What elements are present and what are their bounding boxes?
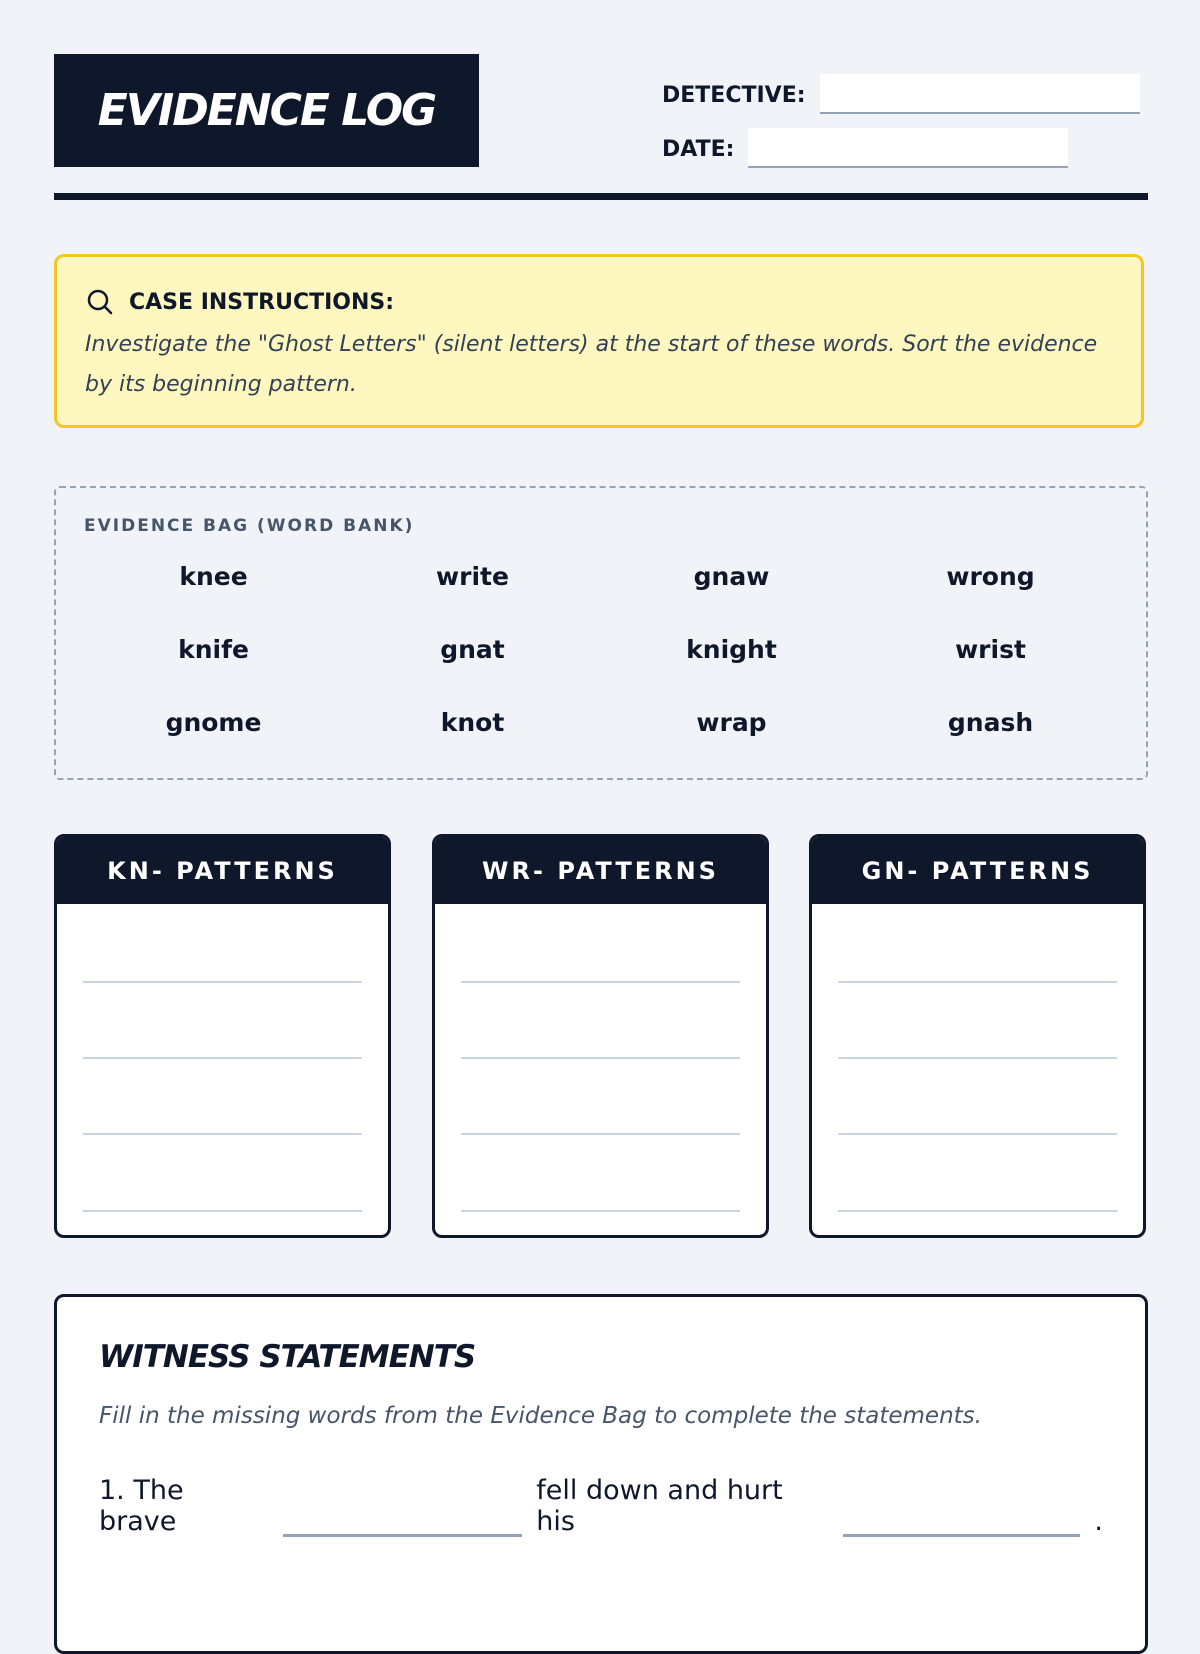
kn-patterns-column: [54, 834, 391, 1238]
wr-patterns-column: [432, 834, 769, 1238]
detective-input[interactable]: [820, 74, 1140, 114]
kn-patterns-header: KN- PATTERNS: [57, 837, 388, 904]
date-label: DATE:: [662, 137, 735, 162]
word-item: gnat: [440, 635, 505, 664]
gn-patterns-column: [809, 834, 1146, 1238]
answer-line[interactable]: [838, 981, 1117, 983]
statement-text: .: [1094, 1506, 1103, 1537]
word-bank-grid: [84, 540, 1120, 759]
witness-title: WITNESS STATEMENTS: [99, 1339, 476, 1375]
wr-patterns-header: WR- PATTERNS: [435, 837, 766, 904]
date-input[interactable]: [748, 128, 1068, 168]
witness-statements: [54, 1294, 1148, 1654]
word-item: wrap: [696, 708, 767, 737]
word-item: wrong: [946, 562, 1035, 591]
title-banner: [54, 54, 479, 167]
instructions-title: CASE INSTRUCTIONS:: [129, 289, 395, 315]
case-instructions: [54, 254, 1144, 428]
answer-line[interactable]: [461, 1210, 740, 1212]
word-item: wrist: [955, 635, 1026, 664]
answer-line[interactable]: [838, 1133, 1117, 1135]
word-bank-title: EVIDENCE BAG (WORD BANK): [84, 516, 415, 536]
worksheet-page: [54, 54, 1148, 1537]
detective-field-row: [662, 74, 1140, 114]
fill-in-blank[interactable]: [843, 1500, 1080, 1537]
word-item: knot: [440, 708, 505, 737]
header-divider: [54, 193, 1148, 200]
detective-label: DETECTIVE:: [662, 83, 806, 108]
answer-line[interactable]: [83, 981, 362, 983]
word-item: knife: [178, 635, 249, 664]
word-item: knee: [179, 562, 248, 591]
statement-text: fell down and hurt his: [536, 1475, 783, 1537]
answer-line[interactable]: [461, 981, 740, 983]
word-item: write: [436, 562, 509, 591]
instructions-body: Investigate the "Ghost Letters" (silent letters) at the start of these words. Sort the evidence by its beginning pattern.: [85, 332, 1098, 397]
fill-in-blank[interactable]: [283, 1500, 522, 1537]
date-field-row: [662, 128, 1068, 168]
statement-1: [99, 1475, 1103, 1537]
word-item: knight: [686, 635, 777, 664]
instructions-header: [85, 287, 1113, 317]
answer-line[interactable]: [83, 1210, 362, 1212]
search-icon: [85, 287, 115, 317]
answer-line[interactable]: [83, 1057, 362, 1059]
word-item: gnash: [947, 708, 1034, 737]
witness-instructions: Fill in the missing words from the Evidence Bag to complete the statements.: [99, 1403, 982, 1429]
pattern-columns: [54, 834, 1148, 1238]
answer-line[interactable]: [838, 1057, 1117, 1059]
word-item: gnaw: [693, 562, 770, 591]
page-title: EVIDENCE LOG: [97, 85, 436, 136]
gn-patterns-header: GN- PATTERNS: [812, 837, 1143, 904]
statement-text: 1. The brave: [99, 1475, 184, 1537]
answer-line[interactable]: [83, 1133, 362, 1135]
answer-line[interactable]: [461, 1057, 740, 1059]
word-item: gnome: [165, 708, 262, 737]
header: [54, 54, 1148, 200]
answer-line[interactable]: [838, 1210, 1117, 1212]
word-bank: [54, 486, 1148, 780]
answer-line[interactable]: [461, 1133, 740, 1135]
